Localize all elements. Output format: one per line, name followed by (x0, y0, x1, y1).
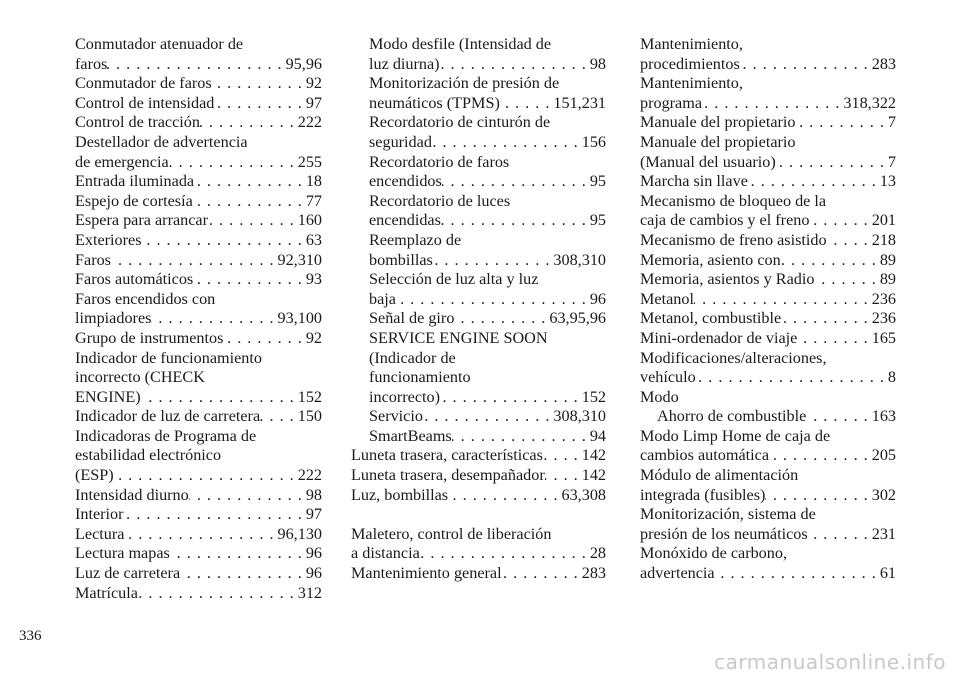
index-column-3 (640, 35, 896, 584)
dot-leader (214, 94, 305, 114)
index-entry-page: 98 (305, 485, 322, 504)
dot-leader (806, 407, 871, 427)
dot-leader (114, 466, 298, 486)
index-entry (351, 427, 606, 447)
index-entry (351, 290, 606, 310)
dot-leader (808, 525, 872, 545)
index-entry-text: Mantenimiento, (640, 74, 743, 93)
dot-leader (696, 368, 888, 388)
index-entry (75, 486, 322, 506)
index-entry (351, 309, 606, 329)
index-entry (640, 133, 896, 153)
index-entry-text: Monóxido de carbono, (640, 544, 788, 563)
index-entry-text: cambios automática (640, 446, 770, 465)
index-entry-text: Maletero, control de liberación (351, 524, 552, 543)
index-entry-text: Conmutador de faros (75, 74, 212, 93)
index-entry-text: Mecanismo de bloqueo de la (640, 191, 827, 210)
index-entry (75, 133, 322, 153)
index-entry-text: (Indicador de (369, 348, 456, 367)
index-entry-text: Ahorro de combustible (657, 407, 807, 426)
dot-leader (423, 407, 553, 427)
index-entry-page: 97 (305, 93, 322, 112)
dot-leader (694, 290, 872, 310)
index-entry-page: 92 (305, 74, 322, 93)
index-entry-text: Indicador de luz de carretera (75, 407, 261, 426)
dot-leader (502, 564, 582, 584)
index-entry-text: seguridad (369, 132, 432, 151)
dot-leader (223, 329, 305, 349)
index-entry (640, 309, 896, 329)
index-entry-text: Manuale del propietario (640, 132, 796, 151)
index-entry (75, 505, 322, 525)
index-entry-text: Exteriores (75, 230, 142, 249)
dot-leader (141, 388, 298, 408)
index-entry (351, 564, 606, 584)
index-entry (75, 153, 322, 173)
index-entry-page: 142 (581, 466, 606, 485)
index-entry-text: Modificaciones/alteraciones, (640, 348, 827, 367)
index-entry (351, 113, 606, 133)
index-entry-page: 96 (589, 289, 606, 308)
index-entry-text: Luneta trasera, desempañador (351, 466, 545, 485)
dot-leader (440, 388, 582, 408)
index-entry-page: 61 (879, 564, 896, 583)
index-entry-page: 18 (305, 172, 322, 191)
index-entry-text: Marcha sin llave (640, 172, 748, 191)
index-entry-page: 7 (887, 113, 896, 132)
index-entry (351, 55, 606, 75)
dot-leader (420, 544, 590, 564)
dot-leader (776, 153, 888, 173)
index-entry-text: Reemplazo de (369, 230, 462, 249)
index-entry-text: Matrícula (75, 583, 138, 602)
index-entry-page: 201 (871, 211, 896, 230)
index-entry-text: Memoria, asiento con (640, 250, 781, 269)
index-entry-page: 160 (297, 211, 322, 230)
index-entry (75, 388, 322, 408)
index-entry-page: 97 (305, 505, 322, 524)
index-entry (75, 584, 322, 604)
index-entry-text: ENGINE) (75, 387, 141, 406)
index-entry-page: 151,231 (553, 93, 606, 112)
dot-leader (107, 55, 285, 75)
index-entry (75, 446, 322, 466)
index-entry-text: Indicadoras de Programa de (75, 426, 257, 445)
index-entry-text: Faros automáticos (75, 270, 194, 289)
index-entry (351, 192, 606, 212)
index-entry (640, 388, 896, 408)
index-entry-page: 63 (305, 230, 322, 249)
index-entry-text: Faros encendidos con (75, 289, 216, 308)
index-entry (75, 329, 322, 349)
dot-leader (212, 74, 306, 94)
index-entry-page: 222 (297, 113, 322, 132)
dot-leader (748, 172, 880, 192)
index-entry-text: encendidos (369, 172, 442, 191)
index-entry (75, 270, 322, 290)
index-entry (351, 388, 606, 408)
index-entry-text: Recordatorio de luces (369, 191, 511, 210)
dot-leader (151, 309, 277, 329)
index-entry (75, 35, 322, 55)
index-entry-page: 205 (871, 446, 896, 465)
index-entry-text: presión de los neumáticos (640, 524, 808, 543)
index-entry (640, 192, 896, 212)
index-entry-page: 308,310 (553, 407, 606, 426)
index-entry-text: Espera para arrancar (75, 211, 208, 230)
index-entry-page: 255 (297, 152, 322, 171)
index-entry-text: estabilidad electrónico (75, 446, 222, 465)
index-entry-page: 95 (589, 211, 606, 230)
index-entry-text: funcionamiento (369, 368, 471, 387)
index-entry (75, 290, 322, 310)
index-entry-page: 318,322 (843, 93, 896, 112)
index-entry (351, 153, 606, 173)
index-entry (75, 172, 322, 192)
index-entry-text: Destellador de advertencia (75, 132, 248, 151)
dot-leader (781, 251, 880, 271)
dot-leader (500, 94, 554, 114)
index-entry (351, 466, 606, 486)
index-entry (640, 564, 896, 584)
dot-leader (433, 251, 554, 271)
index-entry (640, 466, 896, 486)
dot-leader (189, 486, 306, 506)
index-entry (351, 74, 606, 94)
dot-leader (170, 544, 306, 564)
index-entry-page: 236 (871, 289, 896, 308)
index-entry-text: Lectura (75, 524, 125, 543)
index-entry (75, 94, 322, 114)
index-entry-page: 13 (879, 172, 896, 191)
index-entry (351, 486, 606, 506)
index-entry (640, 544, 896, 564)
index-entry-text: advertencia (640, 564, 715, 583)
index-entry (351, 446, 606, 466)
dot-leader (193, 270, 306, 290)
index-entry (351, 270, 606, 290)
index-entry-text: vehículo (640, 368, 696, 387)
index-entry-text: neumáticos (TPMS) (369, 93, 500, 112)
index-entry-page: 96 (305, 544, 322, 563)
index-entry (640, 505, 896, 525)
dot-leader (142, 231, 306, 251)
index-entry-page: 92 (305, 328, 322, 347)
dot-leader (180, 564, 306, 584)
index-entry (351, 251, 606, 271)
spacer (351, 505, 606, 525)
dot-leader (138, 584, 298, 604)
index-entry (351, 172, 606, 192)
index-entry (75, 544, 322, 564)
index-entry-text: bombillas (369, 250, 433, 269)
index-entry-text: incorrecto) (369, 387, 441, 406)
index-entry-text: de emergencia (75, 152, 169, 171)
index-entry-page: 156 (581, 132, 606, 151)
dot-leader (543, 446, 582, 466)
index-entry (351, 231, 606, 251)
index-entry-page: 302 (871, 485, 896, 504)
index-entry-text: Recordatorio de cinturón de (369, 113, 551, 132)
index-entry-text: Memoria, asientos y Radio (640, 270, 815, 289)
index-entry (640, 525, 896, 545)
index-entry (75, 55, 322, 75)
index-entry-text: SERVICE ENGINE SOON (369, 328, 548, 347)
dot-leader (432, 133, 582, 153)
index-entry-text: Espejo de cortesía (75, 191, 193, 210)
index-entry-page: 95 (589, 172, 606, 191)
index-entry-text: Mantenimiento general (351, 564, 502, 583)
index-entry-text: Luneta trasera, características (351, 446, 543, 465)
dot-leader (448, 486, 561, 506)
index-entry (75, 231, 322, 251)
index-entry-text: Manuale del propietario (640, 113, 796, 132)
index-entry-text: integrada (fusibles) (640, 485, 766, 504)
dot-leader (124, 525, 277, 545)
dot-leader (740, 55, 872, 75)
index-entry-text: Metanol, combustible (640, 309, 782, 328)
index-entry-text: Modo desfile (Intensidad de (369, 35, 552, 53)
index-entry-text: Interior (75, 505, 124, 524)
index-entry-text: luz diurna) (369, 54, 440, 73)
index-entry-page: 96,130 (277, 524, 322, 543)
dot-leader (827, 231, 872, 251)
index-entry (75, 407, 322, 427)
dot-leader (545, 466, 582, 486)
index-entry (640, 329, 896, 349)
index-entry-page: 93,100 (277, 309, 322, 328)
index-entry-page: 28 (589, 544, 606, 563)
dot-leader (396, 290, 590, 310)
index-entry-page: 93 (305, 270, 322, 289)
index-entry-text: Mantenimiento, (640, 35, 743, 53)
index-entry-page: 165 (871, 328, 896, 347)
dot-leader (441, 211, 590, 231)
index-entry (640, 427, 896, 447)
index-entry-text: limpiadores (75, 309, 152, 328)
index-entry (351, 407, 606, 427)
index-entry (351, 368, 606, 388)
index-entry (75, 309, 322, 329)
dot-leader (193, 192, 306, 212)
index-entry-text: Selección de luz alta y luz (369, 270, 539, 289)
index-entry (640, 172, 896, 192)
index-entry (75, 368, 322, 388)
index-entry-page: 8 (887, 368, 896, 387)
index-column-1 (75, 35, 322, 603)
index-column-2 (351, 35, 606, 584)
index-entry (75, 466, 322, 486)
index-entry-text: Luz de carretera (75, 564, 181, 583)
index-entry (640, 486, 896, 506)
index-entry (640, 74, 896, 94)
dot-leader (715, 564, 880, 584)
index-entry-page: 231 (871, 524, 896, 543)
dot-leader (208, 211, 298, 231)
index-entry-text: Control de intensidad (75, 93, 215, 112)
index-entry (351, 525, 606, 545)
index-entry-page: 308,310 (553, 250, 606, 269)
index-entry (351, 133, 606, 153)
index-entry-text: Mini-ordenador de viaje (640, 328, 798, 347)
index-entry-text: programa (640, 93, 703, 112)
index-entry-text: caja de cambios y el freno (640, 211, 810, 230)
dot-leader (169, 153, 298, 173)
index-entry-text: Señal de giro (369, 309, 455, 328)
index-entry-page: 89 (879, 250, 896, 269)
index-entry-page: 283 (581, 564, 606, 583)
index-entry (640, 368, 896, 388)
index-entry-text: Monitorización, sistema de (640, 505, 816, 524)
index-entry (75, 427, 322, 447)
index-entry-text: incorrecto (CHECK (75, 368, 205, 387)
index-entry-text: (Manual del usuario) (640, 152, 776, 171)
index-entry-page: 150 (297, 407, 322, 426)
index-entry-page: 142 (581, 446, 606, 465)
dot-leader (442, 172, 590, 192)
dot-leader (765, 486, 871, 506)
index-entry (351, 94, 606, 114)
index-entry (75, 211, 322, 231)
index-entry (640, 55, 896, 75)
index-entry (351, 329, 606, 349)
dot-leader (452, 427, 590, 447)
dot-leader (769, 446, 872, 466)
index-entry (640, 35, 896, 55)
index-entry-text: Mecanismo de freno asistido (640, 230, 827, 249)
dot-leader (814, 270, 879, 290)
index-entry-page: 163 (871, 407, 896, 426)
index-entry-page: 63,95,96 (549, 309, 606, 328)
index-entry (75, 113, 322, 133)
index-entry-page: 94 (589, 426, 606, 445)
index-entry-page: 312 (297, 583, 322, 602)
index-entry-text: Faros (75, 250, 111, 269)
dot-leader (781, 309, 872, 329)
index-entry (75, 349, 322, 369)
index-entry-page: 89 (879, 270, 896, 289)
watermark: carmanualsonline.info (714, 650, 946, 674)
index-entry-text: Indicador de funcionamiento (75, 348, 262, 367)
index-entry-page: 283 (871, 54, 896, 73)
index-entry (640, 94, 896, 114)
index-entry-text: Recordatorio de faros (369, 152, 510, 171)
index-entry-text: Módulo de alimentación (640, 466, 799, 485)
index-entry-text: SmartBeams (369, 426, 452, 445)
index-entry-page: 96 (305, 564, 322, 583)
index-entry (640, 407, 896, 427)
index-entry-text: Control de tracción (75, 113, 200, 132)
dot-leader (111, 251, 278, 271)
index-entry (640, 211, 896, 231)
index-entry-text: Modo (640, 387, 679, 406)
dot-leader (797, 329, 871, 349)
index-entry (75, 74, 322, 94)
index-entry (640, 270, 896, 290)
index-entry (640, 113, 896, 133)
index-entry-text: a distancia (351, 544, 420, 563)
page-number: 336 (19, 628, 42, 644)
dot-leader (260, 407, 298, 427)
index-entry-text: Lectura mapas (75, 544, 170, 563)
index-entry-text: Modo Limp Home de caja de (640, 426, 831, 445)
index-entry-page: 152 (581, 387, 606, 406)
index-entry (640, 446, 896, 466)
index-entry-text: Intensidad diurno (75, 485, 189, 504)
index-entry (640, 349, 896, 369)
index-entry (351, 349, 606, 369)
index-entry-page: 98 (589, 54, 606, 73)
dot-leader (194, 172, 306, 192)
dot-leader (124, 505, 306, 525)
dot-leader (809, 211, 871, 231)
index-entry-page: 218 (871, 230, 896, 249)
index-entry (351, 35, 606, 55)
index-entry (351, 211, 606, 231)
index-entry (640, 251, 896, 271)
index-entry (640, 231, 896, 251)
index-entry-page: 92,310 (277, 250, 322, 269)
index-entry (75, 251, 322, 271)
index-entry-text: Metanol (640, 289, 694, 308)
dot-leader (440, 55, 590, 75)
index-entry (75, 525, 322, 545)
index-entry-page: 63,308 (561, 485, 606, 504)
dot-leader (702, 94, 843, 114)
index-entry-text: encendidas (369, 211, 441, 230)
index-entry-page: 222 (297, 466, 322, 485)
index-entry-page: 236 (871, 309, 896, 328)
index-entry-page: 77 (305, 191, 322, 210)
index-entry (75, 564, 322, 584)
index-entry-text: (ESP) (75, 466, 114, 485)
index-entry-page: 95,96 (285, 54, 322, 73)
index-entry-page: 152 (297, 387, 322, 406)
index-entry-text: faros (75, 54, 108, 73)
index-entry-page: 7 (887, 152, 896, 171)
index-entry (351, 544, 606, 564)
index-entry-text: Servicio (369, 407, 423, 426)
index-entry-text: Conmutador atenuador de (75, 35, 244, 53)
index-entry (75, 192, 322, 212)
index-entry-text: baja (369, 289, 396, 308)
index-entry (640, 290, 896, 310)
index-entry-text: procedimientos (640, 54, 740, 73)
index-entry-text: Entrada iluminada (75, 172, 195, 191)
dot-leader (454, 309, 549, 329)
index-entry-text: Luz, bombillas (351, 485, 449, 504)
dot-leader (796, 113, 888, 133)
index-entry-text: Grupo de instrumentos (75, 328, 224, 347)
index-entry (640, 153, 896, 173)
dot-leader (200, 113, 298, 133)
index-entry-text: Monitorización de presión de (369, 74, 560, 93)
